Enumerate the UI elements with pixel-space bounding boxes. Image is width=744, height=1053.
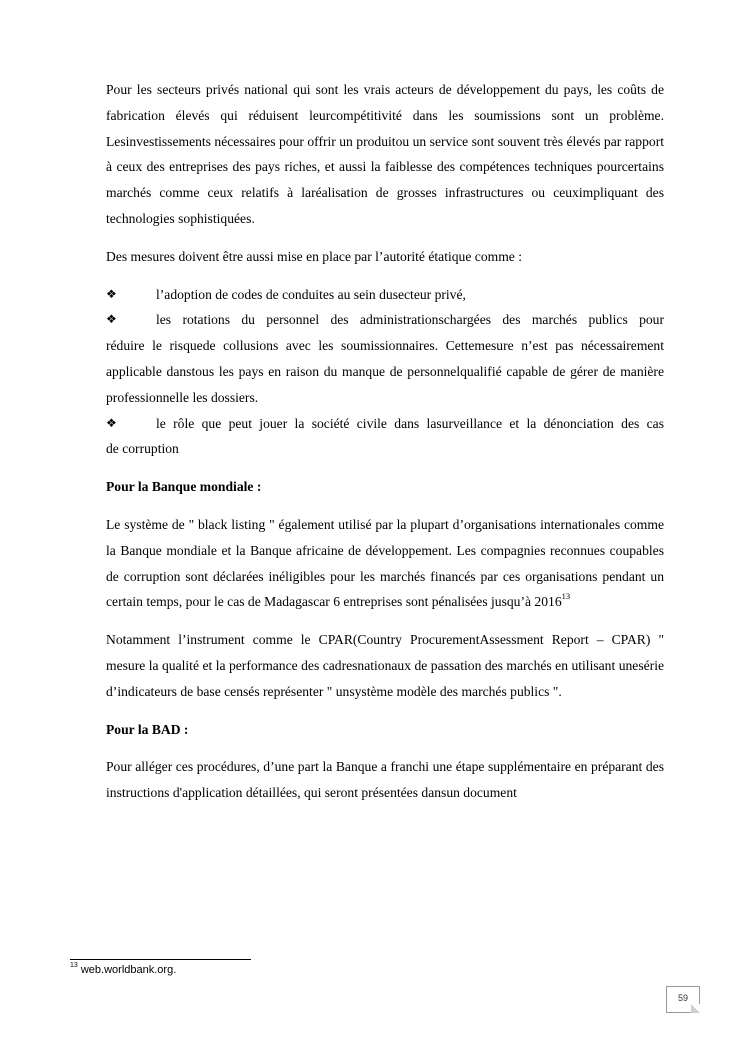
paragraph-bad-procedures: Pour alléger ces procédures, d’une part la Banque a franchi une étape supplémentaire en préparant des instructions d'application détaillées, qui seront présentées dansun document [106, 759, 664, 801]
footnote-separator [70, 959, 251, 960]
list-item-text: les rotations du personnel des administrationschargées des marchés publics pour [156, 312, 664, 328]
list-item-continuation: de corruption [106, 441, 179, 457]
page-number [666, 986, 700, 1013]
footnote [70, 963, 176, 977]
page-curl-icon [691, 1004, 700, 1013]
diamond-bullet-icon: ❖ [106, 286, 117, 301]
heading-banque-mondiale: Pour la Banque mondiale : [106, 479, 262, 495]
diamond-bullet-icon: ❖ [106, 415, 117, 430]
page-number-text: 59 [677, 993, 688, 1003]
paragraph-measures-intro: Des mesures doivent être aussi mise en place par l’autorité étatique comme : [106, 248, 522, 264]
list-item [106, 307, 664, 333]
paragraph-private-sector: Pour les secteurs privés national qui sont les vrais acteurs de développement du pays, les coûts de fabrication élevés qui réduisent leurcompétitivité dans les soumissions sont un problème. Lesinvestissements nécessaires pour offrir un produitou un service sont souvent très élevés par rapport à ceux des entreprises des pays riches, et aussi la faiblesse des compétences techniques pourcertains marchés comme ceux relatifs à laréalisation de grosses infrastructures ou ceuximpliquant des technologies sophistiquées. [106, 82, 664, 226]
diamond-bullet-icon: ❖ [106, 312, 117, 327]
footnote-reference: 13 [561, 590, 571, 601]
list-item-text: l’adoption de codes de conduites au sein dusecteur privé, [156, 286, 466, 302]
heading-bad: Pour la BAD : [106, 721, 189, 737]
paragraph-cpar: Notamment l’instrument comme le CPAR(Country ProcurementAssessment Report – CPAR) " mesure la qualité et la performance des cadresnationaux de passation des marchés en utilisant unesérie d’indicateurs de base censés représenter " unsystème modèle des marchés publics ". [106, 632, 664, 699]
list-item-continuation: réduire le risquede collusions avec les soumissionnaires. Cettemesure n’est pas nécessairement applicable danstous les pays en raison du manque de personnelqualifié capable de gérer de manière professionnelle les dossiers. [106, 338, 664, 405]
measures-list [106, 282, 664, 463]
list-item [106, 282, 664, 308]
list-item-text: le rôle que peut jouer la société civile dans lasurveillance et la dénonciation des cas [156, 415, 664, 431]
paragraph-black-listing: Le système de " black listing " également utilisé par la plupart d’organisations internationales comme la Banque mondiale et la Banque africaine de développement. Les compagnies reconnues coupables de corruption sont déclarées inéligibles pour les marchés financés par ces organisations pendant un certain temps, pour le cas de Madagascar 6 entreprises sont pénalisées jusqu’à 2016$^{13}$ [106, 516, 664, 610]
footnote-text: web.worldbank.org. [80, 964, 177, 976]
list-item [106, 411, 664, 437]
body-text [106, 77, 664, 818]
footnote-number: 13 [70, 962, 78, 970]
